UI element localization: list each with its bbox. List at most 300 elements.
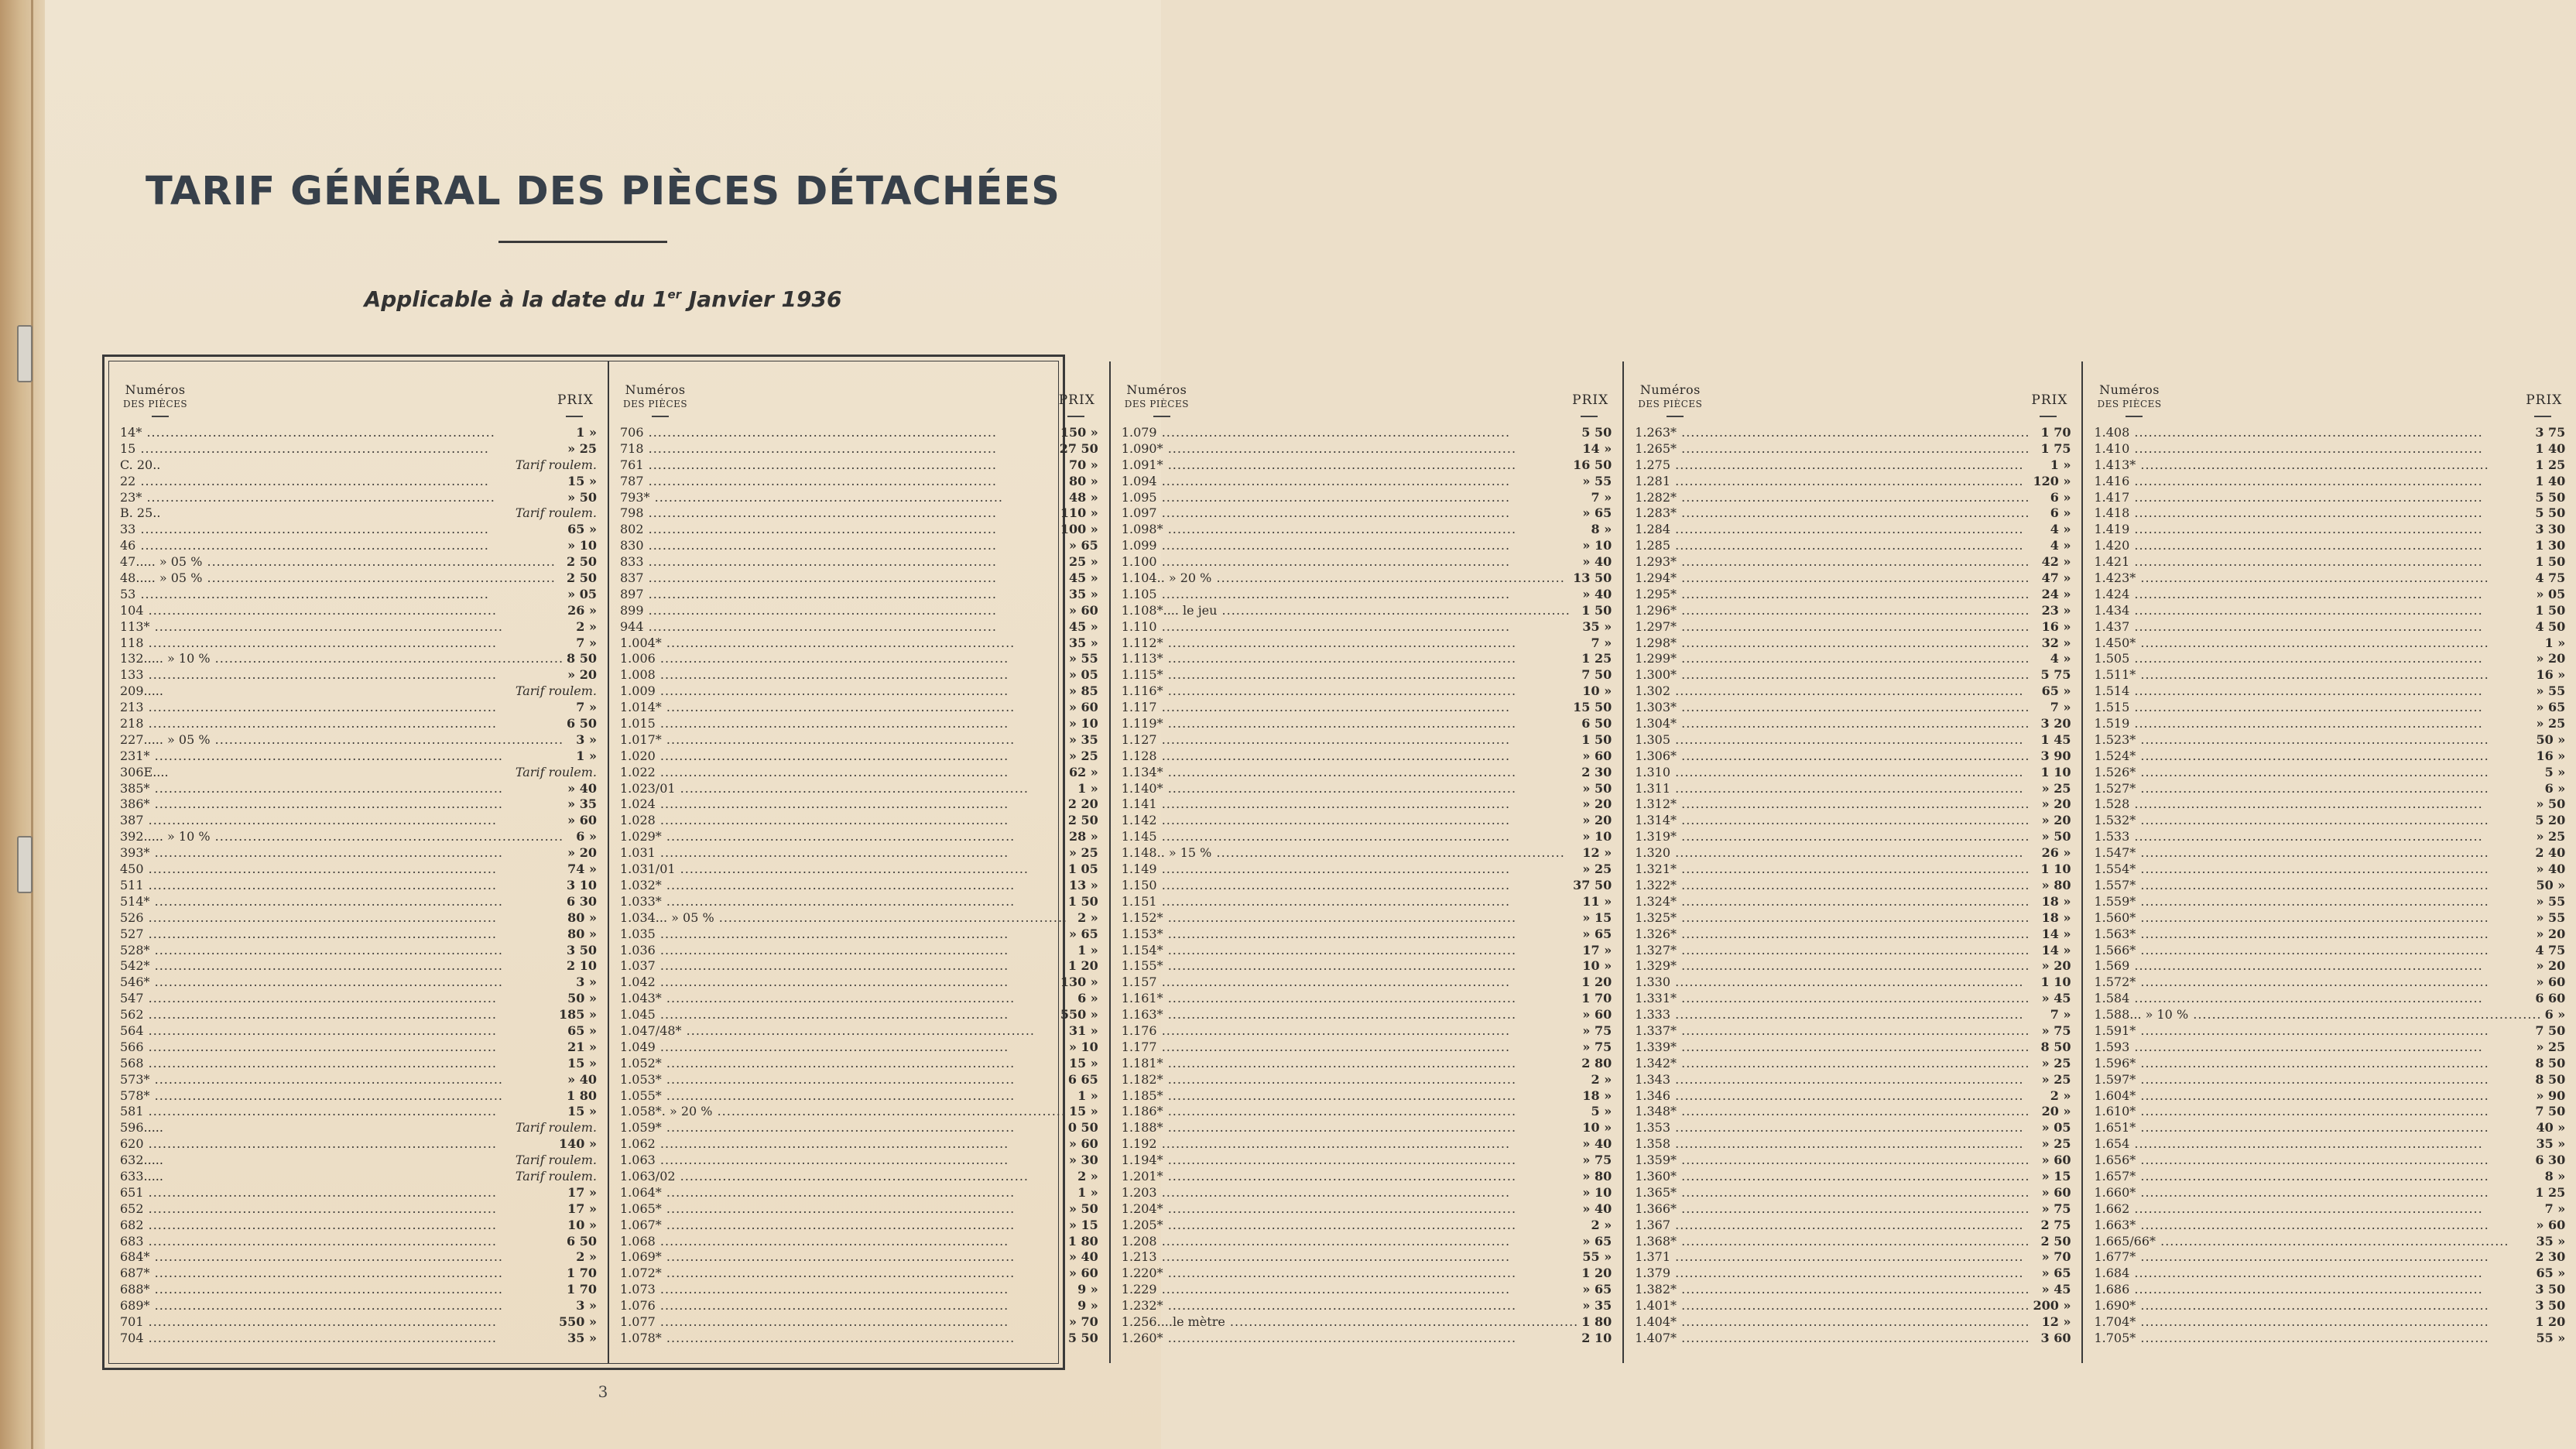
part-price: 2 30 [2535,1249,2566,1265]
table-row [1122,1169,1612,1185]
part-price: 6 » [2544,1007,2566,1023]
table-row [2094,1314,2565,1331]
part-number: C. 20.. [120,457,161,472]
part-number: 1.408 ..... [2094,425,2532,441]
part-price: 50 » [2536,731,2566,747]
title-rule [498,241,667,243]
part-price: » 75 [2041,1201,2071,1216]
part-price: » 10 [1582,538,1612,553]
table-row [120,1088,597,1105]
part-number: 514* ..... [120,894,564,910]
header-numeros [2097,383,2161,411]
table-row [120,1266,597,1282]
part-number: 1.036 ..... [620,943,1074,959]
table-row [1122,683,1612,700]
table-row [620,667,1098,683]
table-row [2094,683,2565,700]
part-price: 2 50 [1067,813,1098,828]
table-row [620,927,1098,943]
table-row [1122,619,1612,635]
part-price: 6 » [2050,489,2071,505]
part-price: 3 50 [2535,1282,2566,1297]
part-number: 564 ..... [120,1023,564,1040]
part-number: 1.610* ..... [2094,1104,2532,1120]
part-price: 62 » [1068,764,1098,779]
part-price: 3 10 [567,877,597,892]
part-price: » 50 [2041,829,2071,844]
part-number: 1.220* ..... [1122,1266,1578,1282]
part-number: 209..... [120,683,163,699]
part-price: » 60 [567,813,597,828]
tarif-roulement-label: Tarif roulem. [515,505,597,521]
table-row [1122,1249,1612,1266]
part-price: 16 » [2536,667,2566,683]
table-row [2094,1104,2565,1120]
table-row [2094,927,2565,943]
part-number: 1.401* ..... [1635,1298,2030,1314]
part-price: 3 50 [567,942,597,957]
part-price: » 55 [1582,473,1612,488]
part-number: 1.229 ..... [1122,1282,1580,1298]
part-number: 1.704* ..... [2094,1314,2532,1331]
part-price: 2 50 [2040,1233,2071,1249]
part-number: 306E.... [120,764,169,779]
table-row [2094,845,2565,862]
part-price: 1 10 [2040,862,2071,877]
table-row [120,490,597,506]
part-price: 2 30 [1581,764,1612,779]
part-price: » 75 [1582,1153,1612,1168]
part-number: 1.421 ..... [2094,554,2532,570]
part-number: 1.591* ..... [2094,1023,2532,1040]
table-row [620,1201,1098,1218]
part-price: » 55 [2536,893,2566,909]
table-row [2094,1169,2565,1185]
part-price: 1 80 [1581,1314,1612,1329]
table-row [1122,781,1612,797]
part-number: 1.419 ..... [2094,522,2532,538]
part-number: 1.067* ..... [620,1218,1066,1234]
part-number: 1.073 ..... [620,1282,1074,1298]
table-row [620,1088,1098,1105]
part-number: 1.181* ..... [1122,1056,1578,1072]
table-row [120,1023,597,1040]
part-number: 1.597* ..... [2094,1072,2532,1088]
table-row [1122,1282,1612,1298]
table-row [620,683,1098,700]
part-price: » 75 [1582,1039,1612,1054]
part-number: 1.076 ..... [620,1298,1074,1314]
part-number: 1.275 ..... [1635,457,2047,474]
part-number: 1.295* ..... [1635,587,2038,603]
table-row [2094,700,2565,716]
table-row [120,1104,597,1120]
part-number: 1.523* ..... [2094,732,2533,748]
part-price: 8 50 [2535,1071,2566,1087]
table-row [2094,619,2565,635]
part-price: 0 50 [1067,1120,1098,1136]
part-price: 5 50 [2535,489,2566,505]
part-number: 392..... » 10 % ..... [120,829,573,845]
part-price: 3 75 [2535,425,2566,440]
part-number: 897 ..... [620,587,1066,603]
part-price: 5 » [2544,764,2566,779]
part-number: 566 ..... [120,1040,564,1056]
table-row [2094,878,2565,894]
part-number: 1.099 ..... [1122,538,1580,554]
part-price: » 10 [1068,716,1098,731]
part-number: 1.097 ..... [1122,505,1580,522]
table-row [120,829,597,845]
table-row [2094,1072,2565,1088]
part-price: » 40 [567,1071,597,1087]
part-price: » 25 [2041,780,2071,796]
part-price: » 80 [2041,877,2071,892]
price-table [102,355,2566,1370]
table-row [120,862,597,878]
part-number: 1.113* ..... [1122,651,1578,667]
part-price: 1 75 [2040,440,2071,456]
table-row [1635,878,2071,894]
part-price: 50 » [2536,877,2566,892]
table-row [1635,1298,2071,1314]
table-row [620,1185,1098,1201]
table-row [2094,635,2565,652]
part-price: 5 50 [1581,425,1612,440]
part-price: 200 » [2033,1298,2071,1314]
part-number: 1.110 ..... [1122,619,1580,635]
part-price: » 65 [1582,505,1612,521]
table-row [120,910,597,927]
part-price: 2 80 [1581,1055,1612,1070]
part-number: 1.134* ..... [1122,765,1578,781]
header-numeros [1125,383,1189,411]
part-price: 7 50 [1581,667,1612,683]
part-number: 1.117 ..... [1122,700,1570,716]
part-number: 1.300* ..... [1635,667,2037,683]
part-price: 140 » [559,1136,597,1152]
part-price: » 10 [1068,1039,1098,1054]
part-number: 1.560* ..... [2094,910,2533,927]
table-row [1122,732,1612,748]
part-number: 1.064* ..... [620,1185,1074,1201]
table-row [1122,1201,1612,1218]
part-number: 1.047/48* ..... [620,1023,1066,1040]
part-price: » 65 [1582,1233,1612,1249]
part-price: 1 80 [1067,1233,1098,1249]
table-row [1635,862,2071,878]
header-des-pieces: DES PIÈCES [1638,399,1703,409]
table-row [620,1298,1098,1314]
price-column [1622,361,2081,1363]
part-number: 1.322* ..... [1635,878,2038,894]
part-price: 4 75 [2535,942,2566,957]
part-number: 1.043* ..... [620,991,1074,1007]
part-price: 26 » [2041,845,2071,861]
part-price: 2 » [1591,1217,1612,1232]
part-price: 2 » [2050,1088,2071,1103]
part-price: 17 » [567,1201,597,1216]
part-number: 1.304* ..... [1635,716,2037,732]
part-price: 1 » [1077,942,1098,957]
part-price: » 35 [1582,1298,1612,1314]
table-row [2094,796,2565,813]
part-number: 1.569 ..... [2094,958,2533,975]
table-row [1122,441,1612,457]
part-number: 1.410 ..... [2094,441,2532,457]
part-number: 1.035 ..... [620,927,1066,943]
part-price: 7 » [2544,1201,2566,1216]
part-price: 3 50 [2535,1298,2566,1314]
part-price: 7 50 [2535,1023,2566,1038]
part-number: 542* ..... [120,958,564,975]
part-number: 1.150 ..... [1122,878,1570,894]
part-price: 10 » [1582,958,1612,974]
table-row [620,1072,1098,1088]
part-price: » 65 [1068,926,1098,941]
part-number: 1.321* ..... [1635,862,2037,878]
header-dash [2126,416,2143,417]
part-price: 8 » [2544,1168,2566,1184]
table-row [620,1136,1098,1153]
table-row [620,538,1098,554]
part-number: 1.330 ..... [1635,975,2037,991]
part-number: 578* ..... [120,1088,564,1105]
part-price: 1 45 [2040,731,2071,747]
table-row [1122,1088,1612,1105]
part-number: 633..... [120,1168,163,1184]
part-price: 24 » [2041,586,2071,601]
table-row [1635,991,2071,1007]
table-row [620,619,1098,635]
part-price: 18 » [1582,1088,1612,1103]
part-number: 1.532* ..... [2094,813,2532,829]
part-number: 1.098* ..... [1122,522,1588,538]
header-des-pieces: DES PIÈCES [623,399,688,409]
part-number: 1.314* ..... [1635,813,2038,829]
table-row [2094,1234,2565,1250]
part-number: 701 ..... [120,1314,556,1331]
document-page [45,0,2566,1449]
header-numeros [123,383,187,411]
part-price: 7 » [1591,489,1612,505]
table-row [2094,748,2565,765]
part-price: 16 » [2536,748,2566,763]
part-price: 1 10 [2040,764,2071,779]
part-number: 1.684 ..... [2094,1266,2533,1282]
table-row [620,958,1098,975]
part-price: 1 50 [1581,602,1612,618]
part-price: 16 » [2041,618,2071,634]
table-row [1635,1007,2071,1023]
part-price: » 75 [2041,1023,2071,1038]
table-row [120,1314,597,1331]
part-number: 1.404* ..... [1635,1314,2038,1331]
part-number: 1.437 ..... [2094,619,2532,635]
part-price: » 30 [1068,1153,1098,1168]
part-price: » 25 [2041,1055,2071,1070]
table-row [1635,1104,2071,1120]
part-number: 1.091* ..... [1122,457,1570,474]
part-number: 113* ..... [120,619,573,635]
table-row [1635,1314,2071,1331]
table-row [1122,958,1612,975]
part-number: 1.297* ..... [1635,619,2038,635]
tarif-roulement-label: Tarif roulem. [515,764,597,779]
part-price: » 40 [2536,862,2566,877]
part-number: 689* ..... [120,1298,573,1314]
part-number: 527 ..... [120,927,564,943]
table-row [1122,748,1612,765]
part-price: 7 » [576,700,597,715]
table-row [620,554,1098,570]
part-price: 15 » [1068,1055,1098,1070]
table-row [120,845,597,862]
table-row [120,1120,597,1136]
part-number: 704 ..... [120,1331,564,1347]
part-price: 7 50 [2535,1104,2566,1119]
part-price: 15 » [567,473,597,488]
part-number: 1.256....le mètre ..... [1122,1314,1578,1331]
table-row [120,1201,597,1218]
part-number: 1.333 ..... [1635,1007,2047,1023]
part-price: » 05 [1068,667,1098,683]
part-number: 1.359* ..... [1635,1153,2038,1169]
table-row [120,975,597,991]
part-number: 837 ..... [620,570,1066,587]
part-price: 1 70 [567,1282,597,1297]
part-number: 15 ..... [120,441,564,457]
part-number: 1.154* ..... [1122,943,1580,959]
table-row [1635,619,2071,635]
part-number: 22 ..... [120,474,564,490]
page-subtitle [45,286,1161,312]
part-price: 3 30 [2535,522,2566,537]
table-row [1635,1072,2071,1088]
part-price: » 20 [2536,958,2566,974]
part-price: 15 » [1068,1104,1098,1119]
part-price: 550 » [559,1314,597,1329]
part-price: » 20 [567,667,597,683]
part-price: » 40 [1582,554,1612,570]
part-price: 8 » [1591,522,1612,537]
part-price: 3 » [576,731,597,747]
part-number: 1.149 ..... [1122,862,1580,878]
part-price: 1 25 [1581,651,1612,666]
table-row [1122,1266,1612,1282]
part-price: 1 20 [1581,975,1612,990]
part-number: 1.028 ..... [620,813,1065,829]
table-row [1122,1136,1612,1153]
part-number: 1.320 ..... [1635,845,2038,862]
part-number: 1.112* ..... [1122,635,1588,652]
part-number: 133 ..... [120,667,564,683]
part-price: » 15 [1068,1217,1098,1232]
table-row [1635,1218,2071,1234]
header-dash [2040,416,2057,417]
table-row [1122,829,1612,845]
part-number: 573* ..... [120,1072,564,1088]
part-price: 26 » [567,602,597,618]
table-row [2094,522,2565,538]
table-row [1635,894,2071,910]
table-row [1635,1169,2071,1185]
table-row [1635,603,2071,619]
table-row [1122,1218,1612,1234]
part-number: 1.417 ..... [2094,490,2532,506]
part-number: 1.382* ..... [1635,1282,2038,1298]
part-number: 1.424 ..... [2094,587,2533,603]
table-row [120,425,597,441]
part-price: 55 » [1582,1249,1612,1265]
header-prix: PRIX [1058,392,1095,408]
part-price: 1 50 [2535,602,2566,618]
header-numeros-label: Numéros [1126,382,1187,397]
price-column [1109,361,1622,1363]
part-number: 1.423* ..... [2094,570,2532,587]
table-row [1122,667,1612,683]
part-price: 1 20 [1581,1266,1612,1281]
part-price: » 60 [1068,1136,1098,1152]
part-number: 14* ..... [120,425,573,441]
part-number: 1.059* ..... [620,1120,1065,1136]
part-price: 17 » [1582,942,1612,957]
part-price: » 65 [1068,538,1098,553]
table-row [2094,862,2565,878]
part-number: 1.663* ..... [2094,1218,2533,1234]
part-price: » 25 [2536,1039,2566,1054]
table-row [620,943,1098,959]
part-number: 1.686 ..... [2094,1282,2532,1298]
part-price: » 65 [2536,700,2566,715]
part-number: 1.416 ..... [2094,474,2532,490]
part-number: 231* ..... [120,748,573,765]
table-row [1635,505,2071,522]
part-number: 1.360* ..... [1635,1169,2038,1185]
table-row [120,1007,597,1023]
table-row [2094,765,2565,781]
part-number: 568 ..... [120,1056,564,1072]
part-number: 620 ..... [120,1136,556,1153]
part-price: 42 » [2041,554,2071,570]
part-price: » 05 [2536,586,2566,601]
part-number: 1.053* ..... [620,1072,1065,1088]
table-row [1635,1266,2071,1282]
part-price: 2 50 [567,554,597,570]
column-header [1624,361,2081,425]
part-number: 706 ..... [620,425,1057,441]
table-row [2094,457,2565,474]
table-row [1635,570,2071,587]
part-number: 547 ..... [120,991,564,1007]
part-price: » 45 [2041,991,2071,1006]
part-price: 23 » [2041,602,2071,618]
part-number: 1.141 ..... [1122,796,1580,813]
part-number: 1.022 ..... [620,765,1066,781]
table-row [1635,1185,2071,1201]
part-price: » 40 [1582,1136,1612,1152]
table-row [1122,1120,1612,1136]
part-price: » 50 [1582,780,1612,796]
table-row [1122,1185,1612,1201]
header-prix: PRIX [2526,392,2563,408]
tarif-roulement-label: Tarif roulem. [515,457,597,472]
part-price: 6 » [2544,780,2566,796]
table-row [1635,554,2071,570]
part-price: » 25 [1068,845,1098,861]
part-number: 1.163* ..... [1122,1007,1580,1023]
table-row [1122,1023,1612,1040]
